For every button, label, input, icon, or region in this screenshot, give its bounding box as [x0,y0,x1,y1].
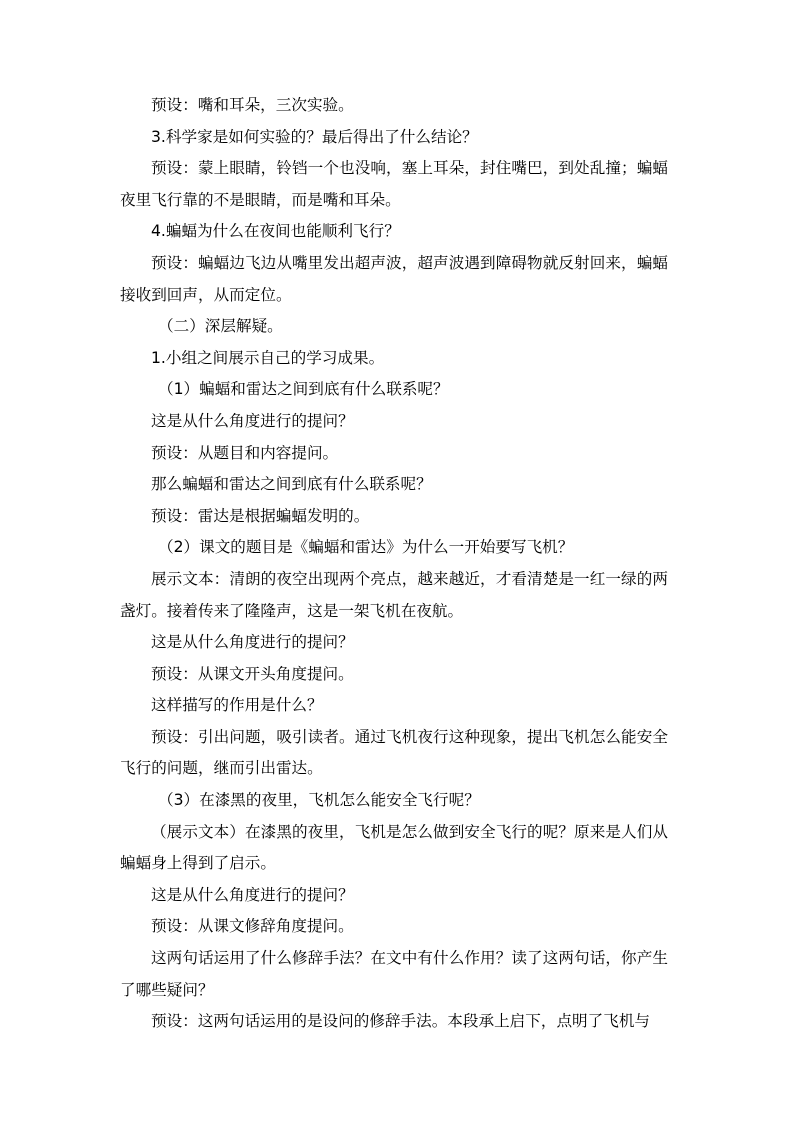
paragraph: 预设：从课文修辞角度提问。 [151,917,354,936]
paragraph: 4.蝙蝠为什么在夜间也能顺利飞行？ [151,222,400,241]
paragraph: 1.小组之间展示自己的学习成果。 [151,348,385,367]
paragraph: 预设：引出问题，吸引读者。通过飞机夜行这种现象，提出飞机怎么能安全飞行的问题，继而引出雷达。 [120,727,668,778]
paragraph: 预设：从课文开头角度提问。 [151,664,354,683]
paragraph: 展示文本：清朗的夜空出现两个亮点，越来越近，才看清楚是一红一绿的两盏灯。接着传来了隆隆声，这是一架飞机在夜航。 [120,569,668,620]
paragraph: 这样描写的作用是什么？ [151,696,323,715]
paragraph: （3）在漆黑的夜里，飞机怎么能安全飞行呢？ [158,791,480,810]
paragraph: 这是从什么角度进行的提问？ [151,633,354,652]
paragraph: 预设：蝙蝠边飞边从嘴里发出超声波，超声波遇到障碍物就反射回来，蝙蝠接收到回声，从而定位。 [120,253,668,304]
paragraph: 预设：从题目和内容提问。 [151,443,339,462]
paragraph: 3.科学家是如何实验的？最后得出了什么结论？ [151,127,478,146]
paragraph: （展示文本）在漆黑的夜里，飞机是怎么做到安全飞行的呢？原来是人们从蝙蝠身上得到了启示。 [120,822,668,873]
paragraph: 预设：蒙上眼睛，铃铛一个也没响，塞上耳朵，封住嘴巴，到处乱撞；蝙蝠夜里飞行靠的不是眼睛，而是嘴和耳朵。 [120,159,668,209]
paragraph: （2）课文的题目是《蝙蝠和雷达》为什么一开始要写飞机？ [158,538,574,557]
paragraph: 这是从什么角度进行的提问？ [151,411,354,430]
paragraph: 这是从什么角度进行的提问？ [151,885,354,904]
section-heading: （二）深层解疑。 [158,317,283,336]
paragraph: 预设：雷达是根据蝙蝠发明的。 [151,506,370,525]
document-body [120,90,668,1038]
paragraph: 那么蝙蝠和雷达之间到底有什么联系呢？ [151,475,432,494]
paragraph: 预设：这两句话运用的是设问的修辞手法。本段承上启下，点明了飞机与 [151,1012,651,1031]
paragraph: 这两句话运用了什么修辞手法？在文中有什么作用？读了这两句话，你产生了哪些疑问？ [120,949,668,999]
paragraph: 预设：嘴和耳朵，三次实验。 [151,96,354,114]
paragraph: （1）蝙蝠和雷达之间到底有什么联系呢？ [158,380,449,399]
